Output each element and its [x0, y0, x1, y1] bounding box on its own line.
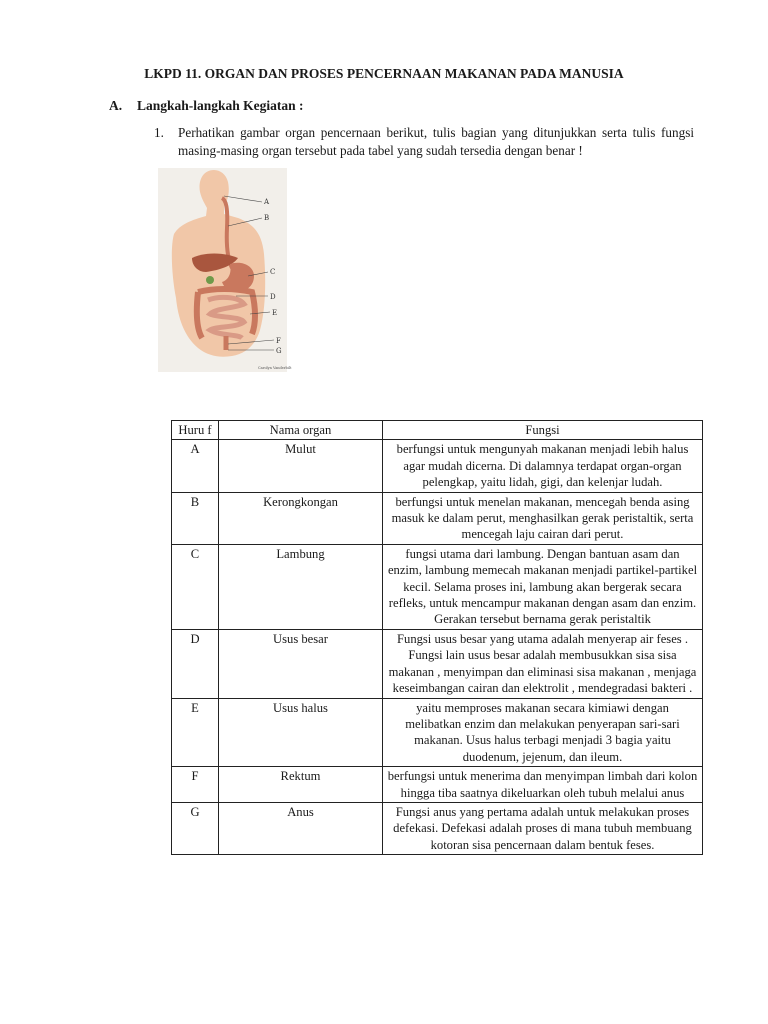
table-row	[172, 629, 703, 698]
row-letter: E	[172, 698, 219, 767]
figure-label-d: D	[270, 293, 276, 301]
table-row	[172, 440, 703, 492]
instruction-text: Perhatikan gambar organ pencernaan berikut, tulis bagian yang ditunjukkan serta tulis fungsi masing-masing organ tersebut pada tabel yang sudah tersedia dengan benar !	[178, 125, 694, 158]
digestive-system-illustration	[158, 168, 292, 372]
row-letter: D	[172, 629, 219, 698]
instruction-number: 1.	[154, 125, 164, 140]
row-letter: C	[172, 544, 219, 629]
instruction-item	[154, 124, 694, 160]
table-row	[172, 802, 703, 854]
gallbladder-shape	[206, 276, 214, 284]
row-function: Fungsi usus besar yang utama adalah menyerap air feses . Fungsi lain usus besar adalah membusukkan sisa sisa makanan , menyimpan dan eliminasi sisa makanan , menjaga keseimbangan cairan dan elektrolit , mendegradasi bakteri .	[383, 629, 703, 698]
row-organ: Kerongkongan	[219, 492, 383, 544]
figure-credit: Carolyn Vanderbilt	[258, 366, 292, 370]
table-row	[172, 492, 703, 544]
row-function: yaitu memproses makanan secara kimiawi dengan melibatkan enzim dan melakukan penyerapan sari-sari makanan. Usus halus terbagi menjadi 3 bagia yaitu duodenum, jejenum, dan ileum.	[383, 698, 703, 767]
row-organ: Anus	[219, 802, 383, 854]
row-function: berfungsi untuk menelan makanan, mencegah benda asing masuk ke dalam perut, menghasilkan gerak peristaltik, serta mencegah laju cairan dari perut.	[383, 492, 703, 544]
row-organ: Usus besar	[219, 629, 383, 698]
figure-label-c: C	[270, 268, 276, 276]
figure-label-b: B	[264, 214, 270, 222]
row-letter: A	[172, 440, 219, 492]
table-row	[172, 767, 703, 803]
table-row	[172, 544, 703, 629]
row-function: fungsi utama dari lambung. Dengan bantuan asam dan enzim, lambung memecah makanan menjadi partikel-partikel kecil. Selama proses ini, lambung akan bergerak secara refleks, untuk mencampur makanan dengan asam dan enzim. Gerakan tersebut bernama gerak peristaltik	[383, 544, 703, 629]
figure-label-e: E	[272, 309, 278, 317]
row-letter: F	[172, 767, 219, 803]
header-function: Fungsi	[383, 421, 703, 440]
header-letter: Huru f	[172, 421, 219, 440]
row-organ: Usus halus	[219, 698, 383, 767]
section-heading	[109, 98, 304, 114]
row-function: berfungsi untuk mengunyah makanan menjadi lebih halus agar mudah dicerna. Di dalamnya terdapat organ-organ pelengkap, yaitu lidah, gigi, dan kelenjar ludah.	[383, 440, 703, 492]
figure-label-a: A	[264, 198, 270, 206]
row-letter: G	[172, 802, 219, 854]
section-letter: A.	[109, 98, 123, 113]
table-header-row	[172, 421, 703, 440]
figure-label-f: F	[276, 337, 281, 345]
digestive-system-figure	[158, 168, 292, 372]
organ-function-table	[171, 420, 703, 855]
table-row	[172, 698, 703, 767]
figure-label-g: G	[276, 347, 282, 355]
header-organ: Nama organ	[219, 421, 383, 440]
row-organ: Mulut	[219, 440, 383, 492]
row-letter: B	[172, 492, 219, 544]
document-title: LKPD 11. ORGAN DAN PROSES PENCERNAAN MAKANAN PADA MANUSIA	[144, 66, 624, 81]
row-organ: Rektum	[219, 767, 383, 803]
row-organ: Lambung	[219, 544, 383, 629]
row-function: berfungsi untuk menerima dan menyimpan limbah dari kolon hingga tiba saatnya dikeluarkan oleh tubuh melalui anus	[383, 767, 703, 803]
section-heading-text: Langkah-langkah Kegiatan :	[137, 98, 304, 113]
row-function: Fungsi anus yang pertama adalah untuk melakukan proses defekasi. Defekasi adalah proses di mana tubuh membuang kotoran sisa pencernaan dalam bentuk feses.	[383, 802, 703, 854]
